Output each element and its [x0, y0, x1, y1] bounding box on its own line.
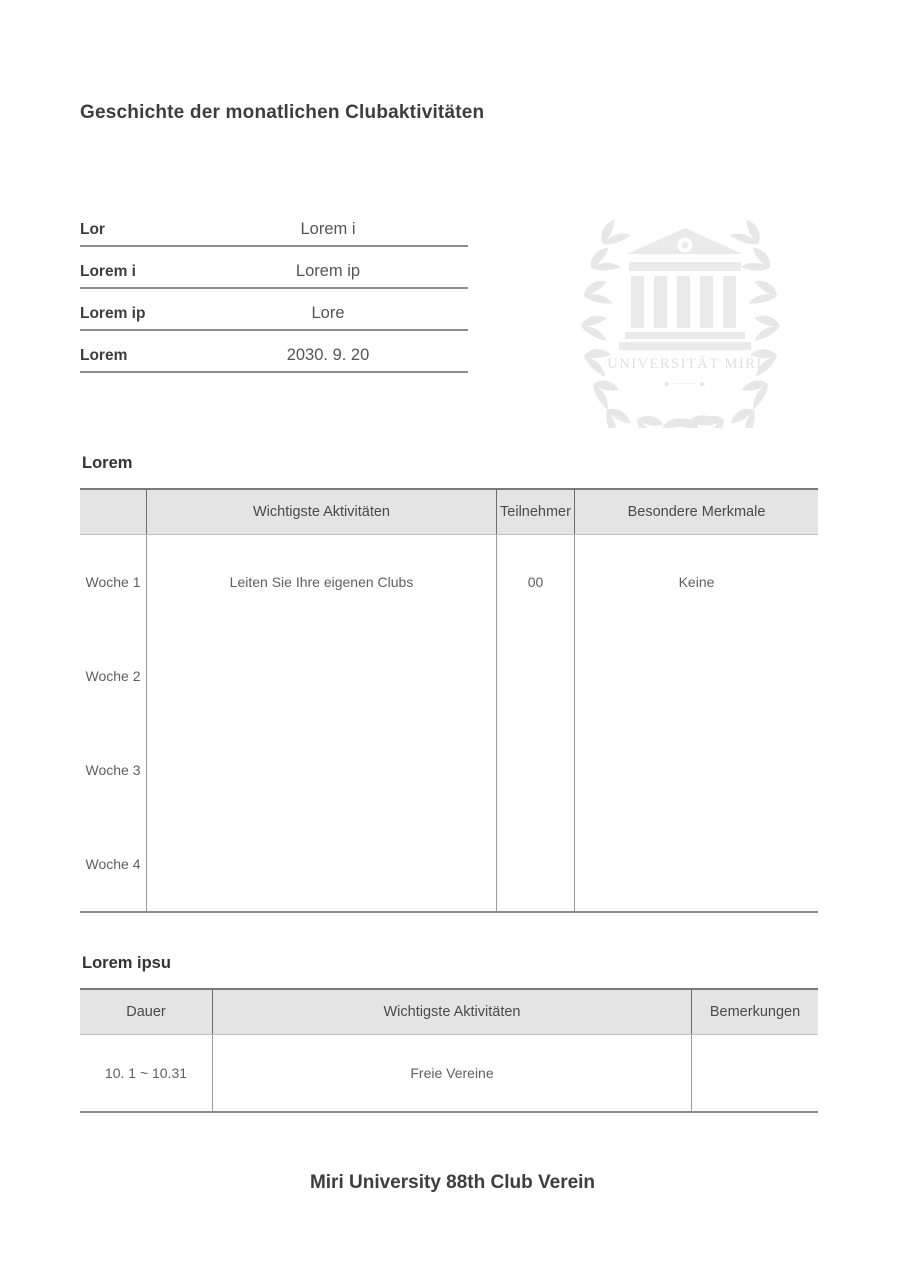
column-header: Wichtigste Aktivitäten: [147, 490, 497, 534]
week-label: Woche 2: [80, 629, 147, 723]
activities-cell: Freie Vereine: [213, 1035, 692, 1111]
column-header: Teilnehmer: [497, 490, 575, 534]
weekly-section-heading: Lorem: [82, 454, 133, 472]
field-row: [80, 331, 468, 373]
page-title: Geschichte der monatlichen Clubaktivitäten: [80, 102, 485, 123]
column-header: Besondere Merkmale: [627, 504, 766, 520]
field-label: Lorem i: [80, 263, 136, 280]
emblem-subtext: ◆ ──── ◆: [663, 380, 707, 388]
field-row: [80, 205, 468, 247]
column-header: Wichtigste Aktivitäten: [213, 990, 692, 1034]
temple-building-icon: [619, 228, 751, 350]
page-footer: Miri University 88th Club Verein: [309, 1172, 596, 1193]
field-value: Lorem ip: [295, 262, 361, 280]
weekly-activities-table: [80, 488, 818, 913]
field-label: Lor: [80, 221, 105, 238]
remarks-cell: [575, 723, 818, 817]
week-label: Woche 3: [80, 723, 147, 817]
emblem-name-text: UNIVERSITÄT MIRI: [607, 356, 763, 372]
column-header: Dauer: [80, 990, 213, 1034]
monthly-table-body: [80, 1035, 818, 1111]
weekly-table-body: [80, 535, 818, 911]
activities-cell: [147, 629, 497, 723]
field-label: Lorem ip: [80, 305, 146, 322]
remarks-cell: [575, 817, 818, 911]
participants-cell: [497, 817, 575, 911]
participants-cell: [497, 629, 575, 723]
field-value: Lore: [311, 304, 345, 322]
field-row: [80, 247, 468, 289]
participants-cell: [497, 723, 575, 817]
duration-cell: 10. 1 ~ 10.31: [80, 1035, 213, 1111]
remarks-cell: [692, 1035, 818, 1111]
activities-cell: Leiten Sie Ihre eigenen Clubs: [147, 535, 497, 629]
field-value: Lorem i: [300, 220, 356, 238]
monthly-section-heading: Lorem ipsu: [82, 954, 171, 972]
activities-cell: [147, 817, 497, 911]
weekly-table-header: [80, 490, 818, 535]
column-header: [80, 490, 147, 534]
remarks-cell: [575, 629, 818, 723]
field-row: [80, 289, 468, 331]
participants-cell: 00: [497, 535, 575, 629]
activities-cell: [147, 723, 497, 817]
university-emblem-icon: [573, 220, 788, 428]
monthly-table-header: [80, 990, 818, 1035]
remarks-cell: Keine: [678, 574, 715, 590]
week-label: Woche 4: [80, 817, 147, 911]
field-label: Lorem: [80, 347, 128, 364]
field-value: 2030. 9. 20: [286, 346, 370, 364]
monthly-summary-table: [80, 988, 818, 1113]
info-form: [80, 205, 468, 373]
week-label: Woche 1: [80, 535, 147, 629]
column-header: Bemerkungen: [709, 1004, 801, 1020]
university-emblem-watermark: [573, 220, 788, 428]
